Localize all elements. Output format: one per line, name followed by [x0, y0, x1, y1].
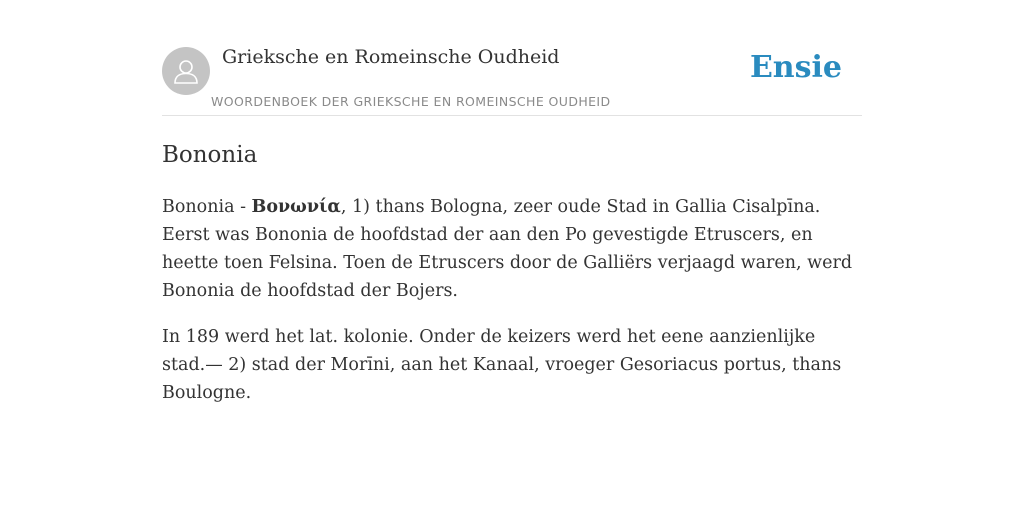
entry-title: Bononia [162, 142, 258, 168]
ensie-logo[interactable]: Ensie [749, 50, 842, 85]
greek-term: Βονωνία [251, 197, 341, 217]
source-avatar[interactable] [162, 47, 210, 95]
entry-paragraph-1 [162, 193, 862, 305]
source-subtitle: WOORDENBOEK DER GRIEKSCHE EN ROMEINSCHE OUDHEID [211, 94, 611, 109]
header [162, 0, 862, 116]
entry-paragraph-2: In 189 werd het lat. kolonie. Onder de keizers werd het eene aanzienlijke stad.— 2) stad der Morīni, aan het Kanaal, vroeger Gesoriacus portus, thans Boulogne. [162, 327, 842, 403]
source-title-link[interactable]: Grieksche en Romeinsche Oudheid [222, 46, 560, 68]
entry-lemma: Bononia - [162, 197, 252, 217]
page [162, 0, 862, 407]
user-icon [172, 57, 200, 85]
entry-definition: , 1) thans Bologna, zeer oude Stad in Gallia Cisalpīna. Eerst was Bononia de hoofdstad der aan den Po gevestigde Etruscers, en heette toen Felsina. Toen de Etruscers door de Galliërs verjaagd waren, werd Bononia de hoofdstad der Bojers. [162, 197, 853, 301]
